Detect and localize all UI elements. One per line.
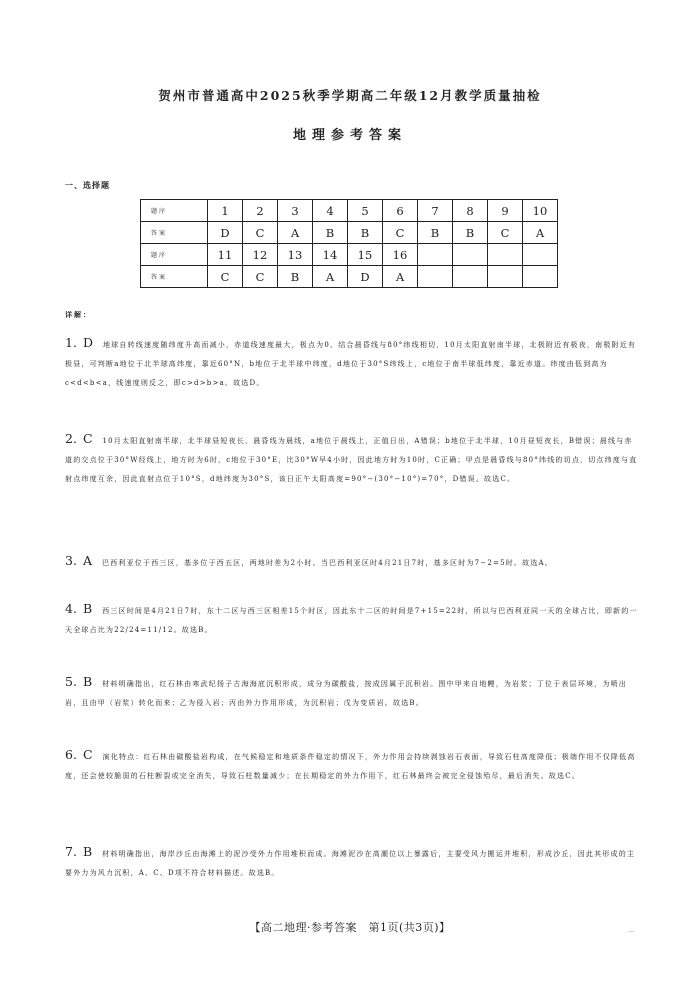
explanation-item — [65, 333, 640, 393]
question-number: 6. — [65, 747, 77, 762]
explanation-text: 演化特点：红石林由碳酸盐岩构成，在气候稳定和地质条件稳定的情况下，外力作用会持续剥蚀岩石表面，导致石柱高度降低；极端作用不仅降低高度，还会使较脆弱的石柱断裂或完全消失，导致石柱数量减少；在长期稳定的外力作用下，红石林最终会被完全侵蚀殆尽，最后消失。故选C。 — [65, 753, 636, 780]
table-cell: D — [348, 266, 383, 288]
table-cell — [453, 266, 488, 288]
table-cell: 7 — [418, 200, 453, 222]
section-label: 一、选择题 — [65, 180, 110, 190]
page-footer: 【高二地理·参考答案 第1页(共3页)】 — [249, 921, 451, 934]
explanation-text: 材料明确指出，红石林由寒武纪扬子古海海底沉积形成，成分为碳酸盐，按成因属于沉积岩。图中甲来自地幔，为岩浆；丁位于表层环境，为喷出岩，且由甲（岩浆）转化而来；乙为侵入岩；丙由外力作用形成，为沉积岩；戊为变质岩。故选B。 — [65, 680, 627, 707]
table-cell: B — [418, 222, 453, 244]
table-cell: 9 — [488, 200, 523, 222]
explanation-text: 10月太阳直射南半球，北半球昼短夜长，晨昏线为晨线，a地位于晨线上，正值日出，A错误；b地位于北半球，10月昼短夜长，B错误；晨线与赤道的交点位于30°W经线上，地方时为6时，c地位于30°E，比30°W早4小时，因此地方时为10时，C正确；甲点是晨昏线与80°纬线的切点，切点纬度与直射点纬度互余，因此直射点位于10°S，d地纬度为30°S，该日正午太阳高度=90°−(30°−10°)=70°，D错误。故选C。 — [65, 437, 638, 483]
table-row-head: 题序 — [141, 244, 208, 266]
table-row-head: 答案 — [141, 266, 208, 288]
table-cell: 11 — [208, 244, 243, 266]
table-row — [141, 222, 558, 244]
question-answer: C — [82, 747, 93, 762]
table-cell: B — [278, 266, 313, 288]
question-number: 5. — [65, 674, 77, 689]
explanation-text: 地球自转线速度随纬度升高而减小，赤道线速度最大，极点为0。结合晨昏线与80°纬线相切，10月太阳直射南半球，北极附近有极夜，南极附近有极昼，可判断a地位于北半球高纬度，靠近60°N，b地位于北半球中纬度，d地位于30°S纬线上，c地位于南半球低纬度，靠近赤道。纬度由低到高为c<d<b<a，线速度则反之，即c>d>b>a。故选D。 — [65, 341, 637, 387]
explanation-item — [65, 745, 640, 786]
table-cell — [418, 266, 453, 288]
explanation-item — [65, 842, 640, 883]
question-number: 1. — [65, 335, 77, 350]
table-row — [141, 200, 558, 222]
explanation-item — [65, 672, 640, 713]
explanation-text: 西三区时间是4月21日7时，东十二区与西三区相差15个时区，因此东十二区的时间是7+15=22时，所以与巴西利亚同一天的全球占比，即新的一天全球占比为22/24=11/12。故选B。 — [65, 607, 638, 634]
table-row-head: 答案 — [141, 222, 208, 244]
table-cell: 6 — [383, 200, 418, 222]
table-cell: A — [278, 222, 313, 244]
question-number: 4. — [65, 601, 77, 616]
table-cell: 10 — [523, 200, 558, 222]
table-cell — [418, 244, 453, 266]
table-cell — [523, 244, 558, 266]
table-cell: 5 — [348, 200, 383, 222]
answer-table — [140, 199, 558, 288]
table-cell — [488, 266, 523, 288]
table-cell: 16 — [383, 244, 418, 266]
table-cell: C — [208, 266, 243, 288]
table-row-head: 题序 — [141, 200, 208, 222]
explanation-item — [65, 599, 640, 640]
question-answer: A — [82, 553, 92, 568]
question-answer: B — [82, 601, 93, 616]
explanation-item — [65, 551, 640, 573]
table-cell — [453, 244, 488, 266]
table-cell: 14 — [313, 244, 348, 266]
table-cell: B — [453, 222, 488, 244]
corner-mark: — — [628, 928, 634, 935]
table-cell: A — [313, 266, 348, 288]
question-number: 2. — [65, 431, 77, 446]
table-row — [141, 266, 558, 288]
question-answer: D — [82, 335, 93, 350]
table-cell: 13 — [278, 244, 313, 266]
question-answer: B — [82, 674, 93, 689]
table-cell: C — [488, 222, 523, 244]
table-cell — [488, 244, 523, 266]
explain-label: 详解： — [65, 310, 92, 319]
table-cell: C — [243, 266, 278, 288]
explanation-item — [65, 429, 640, 489]
question-answer: C — [82, 431, 93, 446]
table-cell: 1 — [208, 200, 243, 222]
table-cell: 8 — [453, 200, 488, 222]
table-cell: 3 — [278, 200, 313, 222]
table-cell: C — [383, 222, 418, 244]
explanation-text: 材料明确指出，海岸沙丘由海滩上的泥沙受外力作用堆积而成。海滩泥沙在高潮位以上暴露后，主要受风力搬运并堆积，形成沙丘，因此其形成的主要外力为风力沉积，A、C、D项不符合材料描述。故选B。 — [65, 850, 636, 877]
page-title: 贺州市普通高中2025秋季学期高二年级12月教学质量抽检 — [158, 88, 542, 103]
explanation-text: 巴西利亚位于西三区，基多位于西五区，两地时差为2小时。当巴西利亚区时4月21日7时，基多区时为7−2=5时。故选A。 — [101, 559, 553, 567]
table-cell: B — [348, 222, 383, 244]
table-cell: 12 — [243, 244, 278, 266]
table-cell: 4 — [313, 200, 348, 222]
table-cell: A — [523, 222, 558, 244]
table-row — [141, 244, 558, 266]
page-subtitle: 地理参考答案 — [292, 128, 407, 143]
question-answer: B — [82, 844, 93, 859]
table-cell: 2 — [243, 200, 278, 222]
question-number: 7. — [65, 844, 77, 859]
table-cell: 15 — [348, 244, 383, 266]
table-cell: A — [383, 266, 418, 288]
table-cell: B — [313, 222, 348, 244]
table-cell — [523, 266, 558, 288]
question-number: 3. — [65, 553, 77, 568]
table-cell: D — [208, 222, 243, 244]
table-cell: C — [243, 222, 278, 244]
